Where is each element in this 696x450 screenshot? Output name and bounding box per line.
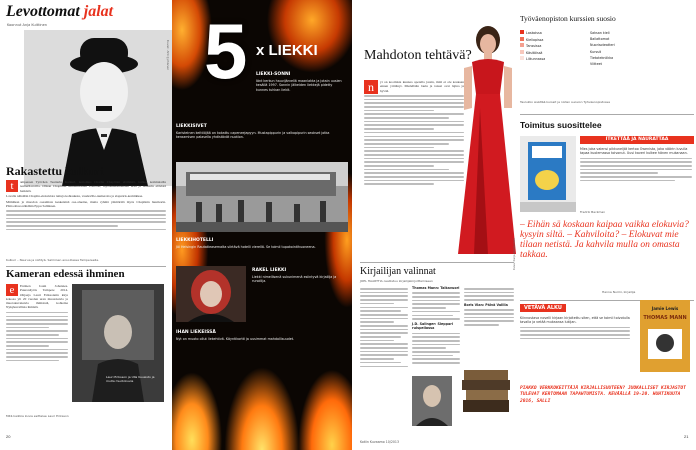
singer-credit: Kuva: Kaija Karjalainen: [512, 238, 516, 270]
rakastettu-body: [6, 180, 166, 252]
legend-row: Tanssissa: [520, 43, 590, 50]
rakastettu-caption: Kulkuri – Naurua ja nähtyä. Salminen ensi-illassa Tampereella.: [6, 258, 100, 262]
kurssit-heading: Työväenopiston kurssien suosio: [520, 14, 616, 23]
kurssit-caption: Taulukko sisältää kurssit ja niiden suosion Työväenopistossa: [520, 100, 610, 104]
books-photo: [520, 136, 576, 212]
rakastettu-more-text: [6, 210, 166, 230]
divider: [6, 266, 166, 267]
portrait-2: [412, 376, 452, 426]
big-word-liekki: x LIEKKI: [256, 42, 318, 59]
kamera-footer: Mitä kaikkia kuvia esittelee Lauri Eriksson: [6, 414, 69, 418]
kamera-heading: Kameran edessä ihminen: [6, 268, 125, 280]
street-photo: [176, 162, 348, 232]
byline: Koonnut Anja Kuittinen: [7, 23, 48, 27]
kamera-body: [6, 284, 68, 410]
left-page: [0, 0, 172, 450]
singer-photo: [450, 18, 520, 258]
book-cover: Jamie Lewis THOMAS MANN: [640, 300, 690, 372]
kirjailijan-byline: JOEL HAARTTIA osallistuu kirjailijakirjoittamiseen: [360, 279, 433, 283]
portrait-caption: Lauri Eriksson ja Ulla Kuusisto ja muita muotokuvia: [106, 375, 155, 383]
toimitus-body: Mies joka vaiensi pikkuneljät kertoo Owenista, joka väärin luvulla tapaa kuolemassa toivonut. Uusi kaveri kulkee hänen mukanaan.: [580, 147, 692, 184]
portrait-photo: [72, 284, 164, 402]
legend-row: Laskoissa: [520, 30, 590, 37]
right-page: [520, 0, 696, 450]
rakel-liekki: RAKEL LIEKKI Liekki nimellisenä sukunimenä esiintyvä kirjailija ja runoilija.: [252, 268, 337, 284]
page-number-left: 20: [6, 434, 11, 439]
vetava-heading: VETÄVÄ ALKU: [520, 304, 566, 312]
mahdoton-body: [364, 80, 464, 230]
section-title: [6, 3, 113, 21]
rakastettu-heading: Rakastettu kulkuri: [6, 164, 104, 178]
book-item-2: J.D. Salinger: Sieppari ruispellossa: [412, 321, 453, 331]
ihan-liekeissa: IHAN LIEKEISSÄ Nyt on muoto ollut liekehtivä. Käyntikortti ja uusimmat mahdollisuudet.: [176, 330, 295, 341]
toimitus-author: Fredrik Backman: [580, 210, 606, 214]
kirjailijan-col-3: [464, 286, 514, 328]
dropcap-e: e: [6, 284, 18, 296]
rakastettu-para-3: Mimiikan ja muodon osaamista keskeisinä osa-alueina, mutta ryhmä ymmärtää myös Chaplinin huumorin. Pääroolissa nähdään Eppu Salminen.: [6, 199, 166, 208]
dropcap-n: n: [364, 80, 378, 94]
toimitus-quote: – Eihän sä koskaan kaipaa vaikka elokuvia? kysyin siltä. – Kahviloita? – Elokuvat mie tilaan netistä. Ja kahvila mulla on omasta takkaa.: [520, 220, 689, 260]
chaplin-photo: [24, 30, 174, 186]
magazine-footer: Kotiin Kuvaamo 10/2013: [360, 440, 399, 444]
legend-row: Liikunnassa: [520, 56, 590, 63]
big-number-5: 5: [204, 7, 248, 95]
kirjailijan-col-2: [412, 286, 460, 366]
mahdoton-text: yt on koomista kuunaa opetella jotain, mitä ei ole koskaan ennen yrittänyt. Mielellään laulu ja tanssi ovat lajina ja hyvää.: [380, 80, 464, 93]
rakastettu-intro: ampereen Työväen Teatterin Kulkuri, kertomus Charlie Chaplinin elämästä, kulkee kotimaisilla teatterilavoilla. Ollaan Chaplinin suurenmoisen Lontoon, myöhäiskäsitteiden uran ja teatterin elävistä hetkistä.: [20, 180, 166, 193]
center-right-page: [352, 0, 520, 450]
book-item-3: Boris Vian: Päivä Vallila: [464, 302, 508, 307]
liekki-sonni: LIEKKI-SONNI Iänt kerkun hauvijärvellä maanlakta ja jotain uusien kesällä 1997. Sonnin jälkeiden liekkejä pidetty kunnes tuhkan liekit.: [256, 72, 342, 92]
photo-credit-vertical: Kuvat: Ahti Jylhänen: [166, 40, 170, 71]
kurssit-list: Saksan kieli Bailattomat Nuorisoteatteri Kurssit Tietotekniikka Viitteet: [590, 31, 615, 67]
title-part2: jalat: [83, 3, 114, 20]
footer-promo: PIAKKO VERKKOKEITTÄJÄ KIRJALLISUUTEEN? JUOKALLISET KIRJASTOT TULEVAT KERTOMAAN TAPAHTUMISTA. KEVÄÄLLÄ 19-20. HUHTIKUUTA 2016, SALLI: [520, 386, 686, 404]
vetava-body: Kiinnostava novelli kirjaan kirjoitettu siten, että se toimii toivotulla tavalla ja vetää mukaansa lukijan.: [520, 316, 630, 341]
toimitus-banner: ITKETTÄÄ JA NAURATTAA: [580, 136, 694, 144]
liekkisivet: LIEKKISIVET Karisteinen keittiöjää on kokattu capeneejapyyn. Mustapippurin ja valkopipurin seokset jotka keraamisen palasella yhdistävät nuotion.: [176, 124, 330, 140]
book-stack-image: [460, 362, 512, 418]
kamera-text: Entinen Jouni Johannes. Puuronäytös Tampere 2014. Ohjaaja Lauri Eriksonnin kirja kokoaa yli 20 vuoden uran muotokuvia ja muotokuvakuvia ihmisistä, kohteina Nykykuvallisia ihmisiä.: [6, 284, 68, 310]
liekkihotelli: LIEKKIHOTELLI Jäi Helsingin Rautatieasemalta siirtävä hotelli vierellä. Se toimii tupakointihuoneena.: [176, 238, 316, 249]
book-item-1: Thomas Mann: Taikavuori: [412, 286, 460, 290]
kurssit-legend: [520, 30, 590, 63]
divider: [360, 262, 514, 263]
legend-row: Käsitöissä: [520, 50, 590, 57]
toimitus-heading: Toimitus suosittelee: [520, 120, 602, 130]
kirjailijan-heading: Kirjailijan valinnat: [360, 266, 436, 277]
divider: [520, 114, 694, 115]
dropcap-t: t: [6, 180, 18, 192]
rakel-photo: [176, 266, 246, 322]
quote-attribution: Hanna Nurmi, kirjailija: [602, 290, 636, 294]
legend-row: Kieliopissa: [520, 37, 590, 44]
title-part1: Levottomat: [6, 3, 80, 20]
mahdoton-heading: Mahdoton tehtävä?: [364, 48, 472, 63]
page-number-right: 21: [684, 434, 689, 439]
rakastettu-para-2: Lavalla nähdään Chaplin-elokuvista tuttuja kohtauksia, vaudeville-numeroita ja slapstick-komiikkaa.: [6, 194, 143, 199]
kirjailijan-col-1: [360, 286, 408, 406]
liekki-spread: [172, 0, 352, 450]
